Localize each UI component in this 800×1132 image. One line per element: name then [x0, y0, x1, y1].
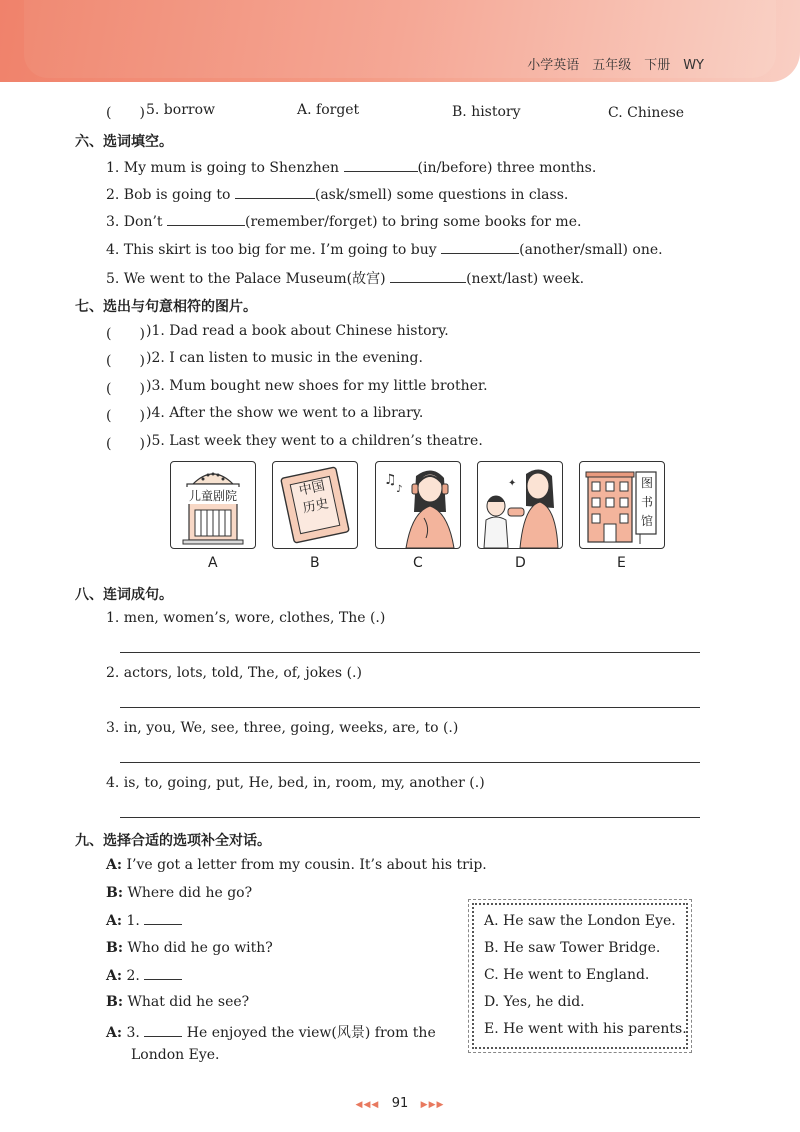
- library-sign-3: 馆: [640, 514, 653, 528]
- picture-b-book: [272, 461, 358, 549]
- answer-blank[interactable]: [344, 159, 418, 172]
- sec6-item-1-post: (in/before) three months.: [417, 160, 597, 176]
- dialogue-text: 3.: [126, 1025, 145, 1041]
- picture-c-music: [375, 461, 461, 549]
- book-title-line-1: 中国: [297, 478, 327, 499]
- sec6-item-1: [106, 159, 596, 176]
- sec7-item-2-paren: ( ): [106, 353, 145, 369]
- dialogue-text: I’ve got a letter from my cousin. It’s about his trip.: [126, 857, 487, 873]
- speaker-label: A:: [106, 913, 123, 929]
- options-box: [472, 903, 688, 1049]
- answer-line-4[interactable]: [120, 817, 700, 818]
- page-number: 91: [391, 1096, 409, 1111]
- speaker-label: B:: [106, 994, 124, 1010]
- sec7-item-3: )3. Mum bought new shoes for my little brother.: [146, 378, 488, 394]
- answer-blank[interactable]: [144, 912, 182, 925]
- dialogue-text: 1.: [126, 913, 145, 929]
- sec7-item-5: )5. Last week they went to a children’s theatre.: [146, 433, 483, 449]
- svg-text:✦: ✦: [508, 478, 517, 489]
- dialogue-text: Where did he go?: [127, 885, 253, 901]
- answer-line-1[interactable]: [120, 652, 700, 653]
- answer-blank[interactable]: [390, 270, 466, 283]
- sec7-item-3-paren: ( ): [106, 381, 145, 397]
- svg-text:♪: ♪: [396, 484, 403, 495]
- answer-line-3[interactable]: [120, 762, 700, 763]
- sec6-item-3-pre: 3. Don’t: [106, 214, 168, 230]
- answer-blank[interactable]: [235, 186, 315, 199]
- sec7-item-1-paren: ( ): [106, 326, 145, 342]
- sec7-item-2: )2. I can listen to music in the evening.: [146, 350, 423, 366]
- header-text: 小学英语 五年级 下册 WY: [527, 58, 704, 73]
- sec6-item-1-pre: 1. My mum is going to Shenzhen: [106, 160, 344, 176]
- picture-e-library: [579, 461, 665, 549]
- answer-line-2[interactable]: [120, 707, 700, 708]
- dialogue-text-after: He enjoyed the view(风景) from the: [182, 1025, 436, 1041]
- speaker-label: B:: [106, 940, 124, 956]
- theatre-illustration: [171, 462, 255, 548]
- speaker-label: A:: [106, 968, 123, 984]
- option-d: D. Yes, he did.: [484, 994, 585, 1010]
- picture-a-theatre: [170, 461, 256, 549]
- dialogue-text: What did he see?: [127, 994, 250, 1010]
- dialogue-line-5: [106, 967, 182, 984]
- sec8-title: 八、连词成句。: [75, 587, 173, 603]
- dialogue-text: Who did he go with?: [127, 940, 273, 956]
- picture-label-c: C: [413, 555, 423, 571]
- picture-label-a: A: [208, 555, 218, 571]
- dialogue-line-3: [106, 912, 182, 929]
- sec5-option-c: C. Chinese: [608, 105, 685, 121]
- sec6-item-2-post: (ask/smell) some questions in class.: [314, 187, 569, 203]
- sec7-item-5-paren: ( ): [106, 436, 145, 452]
- speaker-label: A:: [106, 1025, 123, 1041]
- shoes-illustration: [478, 462, 562, 548]
- speaker-label: A:: [106, 857, 123, 873]
- library-sign-2: 书: [640, 495, 653, 509]
- sec8-item-2: 2. actors, lots, told, The, of, jokes (.): [106, 665, 362, 681]
- speaker-label: B:: [106, 885, 124, 901]
- answer-blank[interactable]: [167, 213, 245, 226]
- picture-d-shoes: [477, 461, 563, 549]
- sec6-item-4: [106, 241, 663, 258]
- sec6-item-2-pre: 2. Bob is going to: [106, 187, 235, 203]
- sec6-item-3-post: (remember/forget) to bring some books for me.: [245, 214, 582, 230]
- answer-blank[interactable]: [144, 1024, 182, 1037]
- svg-text:♫: ♫: [384, 472, 397, 488]
- option-c: C. He went to England.: [484, 967, 650, 983]
- sec6-item-5-post: (next/last) week.: [466, 271, 585, 287]
- answer-blank[interactable]: [144, 967, 182, 980]
- sec7-item-1: )1. Dad read a book about Chinese history.: [146, 323, 449, 339]
- sec7-title: 七、选出与句意相符的图片。: [75, 299, 257, 315]
- sec8-item-3: 3. in, you, We, see, three, going, weeks, are, to (.): [106, 720, 459, 736]
- dialogue-text: 2.: [126, 968, 145, 984]
- book-title-line-2: 历史: [301, 496, 331, 517]
- dialogue-line-7: [106, 1022, 436, 1042]
- dialogue-continuation: London Eye.: [131, 1047, 220, 1063]
- page-footer: [0, 1096, 800, 1111]
- option-a: A. He saw the London Eye.: [484, 913, 676, 929]
- sec6-item-2: [106, 186, 568, 203]
- option-e: E. He went with his parents.: [484, 1021, 687, 1037]
- sec6-title: 六、选词填空。: [75, 134, 173, 150]
- sec5-option-b: B. history: [452, 104, 521, 120]
- sec7-item-4: )4. After the show we went to a library.: [146, 405, 424, 421]
- picture-label-d: D: [515, 555, 526, 571]
- sec5-option-a: A. forget: [297, 102, 360, 118]
- picture-label-b: B: [310, 555, 320, 571]
- sec5-item5: 5. borrow: [146, 102, 215, 118]
- sec7-item-4-paren: ( ): [106, 408, 145, 424]
- music-illustration: [376, 462, 460, 548]
- theatre-sign: 儿童剧院: [175, 487, 251, 504]
- answer-blank[interactable]: [441, 241, 519, 254]
- dialogue-line-1: [106, 857, 487, 873]
- header-band: [0, 0, 800, 82]
- library-sign: [639, 474, 655, 531]
- sec6-item-4-pre: 4. This skirt is too big for me. I’m going to buy: [106, 242, 442, 258]
- sec5-item5-paren: ( ): [106, 105, 145, 121]
- picture-label-e: E: [617, 555, 626, 571]
- dialogue-line-6: [106, 994, 249, 1010]
- right-arrows-icon: ▶▶▶: [420, 1100, 445, 1110]
- option-b: B. He saw Tower Bridge.: [484, 940, 661, 956]
- sec8-item-4: 4. is, to, going, put, He, bed, in, room, my, another (.): [106, 775, 485, 791]
- left-arrows-icon: ◀◀◀: [355, 1100, 380, 1110]
- sec6-item-4-post: (another/small) one.: [519, 242, 663, 258]
- library-sign-1: 图: [640, 476, 653, 490]
- sec6-item-3: [106, 213, 581, 230]
- dialogue-line-2: [106, 885, 252, 901]
- sec6-item-5-pre: 5. We went to the Palace Museum(故宫): [106, 271, 391, 287]
- sec6-item-5: [106, 268, 584, 288]
- sec9-title: 九、选择合适的选项补全对话。: [75, 833, 271, 849]
- dialogue-line-4: [106, 940, 273, 956]
- sec8-item-1: 1. men, women’s, wore, clothes, The (.): [106, 610, 386, 626]
